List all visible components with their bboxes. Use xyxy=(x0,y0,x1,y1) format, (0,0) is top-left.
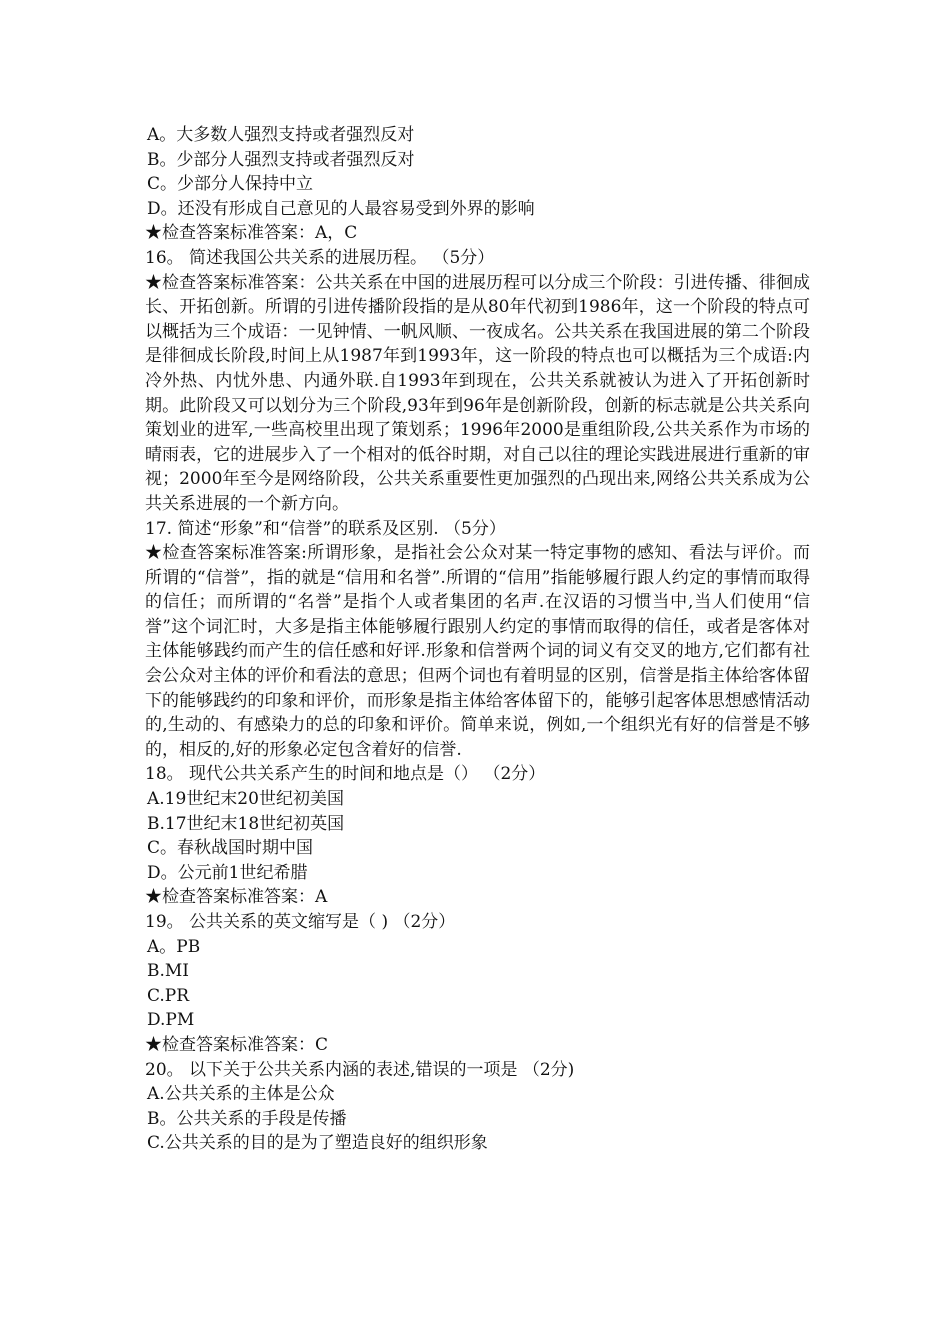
q18-answer: ★检查答案标准答案：A xyxy=(145,887,328,908)
document-page xyxy=(145,123,810,1156)
q15-option-b: B。少部分人强烈支持或者强烈反对 xyxy=(147,149,415,170)
q19-option-b: B.MI xyxy=(147,961,190,982)
q15-answer: ★检查答案标准答案：A，C xyxy=(145,223,358,244)
q20-option-c: C.公共关系的目的是为了塑造良好的组织形象 xyxy=(147,1133,488,1154)
q20-option-a: A.公共关系的主体是公众 xyxy=(147,1084,335,1105)
q15-option-d: D。还没有形成自己意见的人最容易受到外界的影响 xyxy=(147,198,535,219)
q15-option-c: C。少部分人保持中立 xyxy=(147,174,314,195)
q19-question: 19。 公共关系的英文缩写是（ ) （2分） xyxy=(145,912,456,932)
q18-option-b: B.17世纪末18世纪初英国 xyxy=(147,813,345,834)
q19-option-c: C.PR xyxy=(147,985,190,1006)
q18-option-d: D。公元前1世纪希腊 xyxy=(147,862,308,883)
q19-option-a: A。PB xyxy=(147,936,201,957)
q19-option-d: D.PM xyxy=(147,1010,195,1031)
q20-question: 20。 以下关于公共关系内涵的表述,错误的一项是 （2分) xyxy=(145,1059,575,1080)
q16-answer: ★检查答案标准答案：公共关系在中国的进展历程可以分成三个阶段：引进传播、徘徊成长、开拓创新。所谓的引进传播阶段指的是从80年代初到1986年，这一个阶段的特点可以概括为三个成语：一见钟情、一帆风顺、一夜成名。公共关系在我国进展的第二个阶段是徘徊成长阶段,时间上从1987年到1993年，这一阶段的特点也可以概括为三个成语:内冷外热、内忧外患、内通外联.自1993年到现在，公共关系就被认为进入了开拓创新时期。此阶段又可以划分为三个阶段,93年到96年是创新阶段，创新的标志就是公共关系向策划业的进军,一些高校里出现了策划系；1996年2000是重组阶段,公共关系作为市场的晴雨表，它的进展步入了一个相对的低谷时期，对自己以往的理论实践进展进行重新的审视；2000年至今是网络阶段，公共关系重要性更加强烈的凸现出来,网络公共关系成为公共关系进展的一个新方向。 xyxy=(145,272,810,514)
q16-question: 16。 简述我国公共关系的进展历程。 （5分） xyxy=(145,247,495,268)
q19-answer: ★检查答案标准答案：C xyxy=(145,1034,329,1055)
q18-option-a: A.19世纪末20世纪初美国 xyxy=(147,789,344,810)
q18-option-c: C。春秋战国时期中国 xyxy=(147,838,314,859)
q17-question: 17. 简述“形象”和“信誉”的联系及区别. （5分） xyxy=(145,518,506,539)
q17-answer: ★检查答案标准答案:所谓形象，是指社会公众对某一特定事物的感知、看法与评价。而所谓的“信誉”，指的就是“信用和名誉”.所谓的“信用”指能够履行跟人约定的事情而取得的信任；而所谓的“名誉”是指个人或者集团的名声.在汉语的习惯当中,当人们使用“信誉”这个词汇时，大多是指主体能够履行跟别人约定的事情而取得的信任，或者是客体对主体能够践约而产生的信任感和好评.形象和信誉两个词的词义有交叉的地方,它们都有社会公众对主体的评价和看法的意思；但两个词也有着明显的区别，信誉是指主体给客体留下的能够践约的印象和评价，而形象是指主体给客体留下的，能够引起客体思想感情活动的,生动的、有感染力的总的印象和评价。简单来说，例如,一个组织光有好的信誉是不够的，相反的,好的形象必定包含着好的信誉. xyxy=(145,543,810,760)
q15-option-a: A。大多数人强烈支持或者强烈反对 xyxy=(147,125,415,145)
q20-option-b: B。公共关系的手段是传播 xyxy=(147,1108,347,1129)
q18-question: 18。 现代公共关系产生的时间和地点是（） （2分） xyxy=(145,764,546,785)
